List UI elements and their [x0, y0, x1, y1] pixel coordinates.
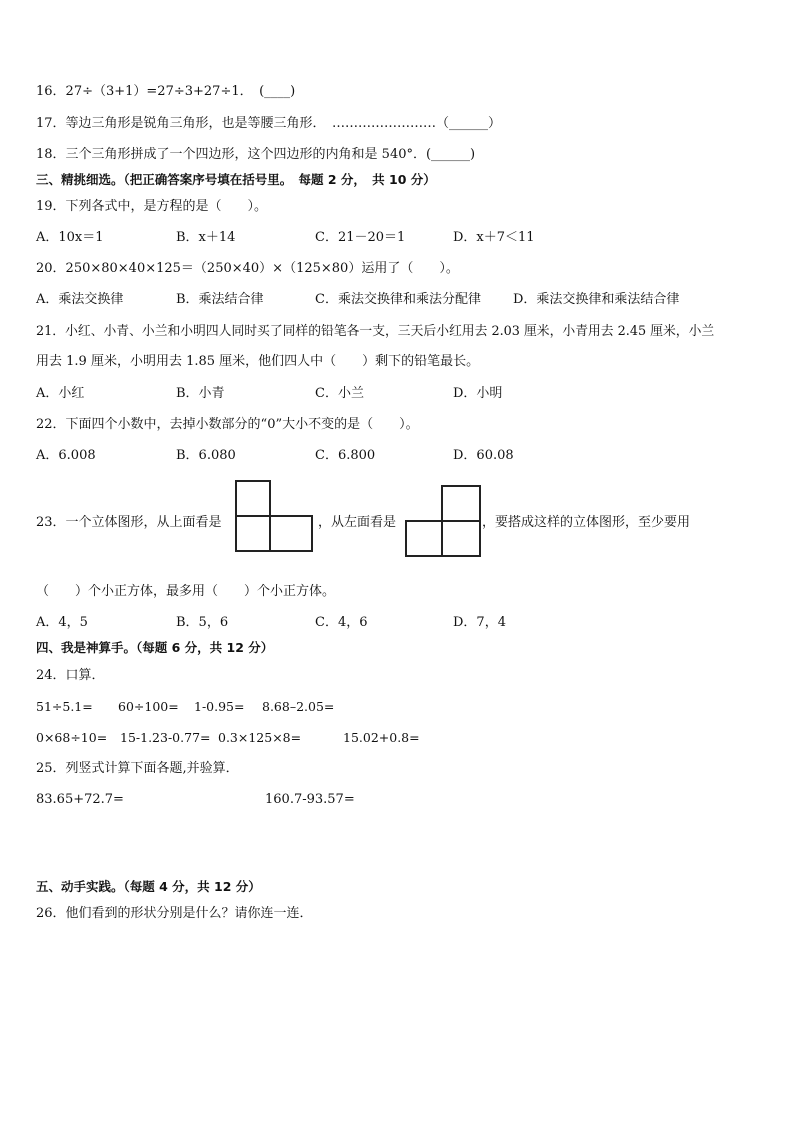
q22-option-a: A．6.008: [36, 448, 96, 463]
q24-item: 15.02+0.8=: [343, 730, 420, 745]
left-view-cell: [405, 520, 443, 557]
q21-option-c: C．小兰: [315, 386, 364, 401]
q21-option-a: A．小红: [36, 386, 85, 401]
q19-option-b: B．x＋14: [176, 230, 236, 245]
section-3-heading: 三、精挑细选。（把正确答案序号填在括号里。 每题 2 分， 共 10 分）: [36, 172, 436, 187]
q23-option-d: D．7，4: [453, 615, 506, 630]
question-22-stem: 22．下面四个小数中，去掉小数部分的“0”大小不变的是（ ）。: [36, 417, 419, 432]
q25-item-2: 160.7-93.57=: [265, 792, 355, 807]
question-24-stem: 24．口算．: [36, 668, 105, 683]
q23-option-c: C．4，6: [315, 615, 368, 630]
q21-option-d: D．小明: [453, 386, 503, 401]
question-19-stem: 19．下列各式中，是方程的是（ ）。: [36, 199, 268, 214]
top-view-cell: [235, 480, 271, 517]
section-4-heading: 四、我是神算手。（每题 6 分，共 12 分）: [36, 640, 274, 655]
q25-item-1: 83.65+72.7=: [36, 792, 124, 807]
q19-option-d: D．x＋7＜11: [453, 230, 535, 245]
q24-item: 1-0.95=: [194, 699, 245, 714]
question-21-stem-line2: 用去 1.9 厘米，小明用去 1.85 厘米，他们四人中（ ）剩下的铅笔最长。: [36, 354, 480, 369]
q21-option-b: B．小青: [176, 386, 225, 401]
q24-item: 8.68–2.05=: [262, 699, 335, 714]
question-18: 18．三个三角形拼成了一个四边形，这个四边形的内角和是 540°．(______): [36, 147, 476, 162]
question-23-line2: （ ）个小正方体，最多用（ ）个小正方体。: [36, 584, 336, 599]
section-5-heading: 五、动手实践。（每题 4 分，共 12 分）: [36, 879, 261, 894]
q23-option-a: A．4，5: [36, 615, 88, 630]
q24-item: 60÷100=: [118, 699, 179, 714]
q24-item: 51÷5.1=: [36, 699, 93, 714]
question-26: 26．他们看到的形状分别是什么？请你连一连．: [36, 906, 313, 921]
q24-item: 0×68÷10=: [36, 730, 108, 745]
left-view-cell: [441, 520, 481, 557]
question-23-part2: ，从左面看是: [318, 515, 397, 530]
top-view-cell: [235, 515, 271, 552]
question-17: 17．等边三角形是锐角三角形，也是等腰三角形． ……………………（______）: [36, 116, 502, 131]
question-23-part3: ，要搭成这样的立体图形，至少要用: [482, 515, 691, 530]
question-23-part1: 23．一个立体图形，从上面看是: [36, 515, 222, 530]
q19-option-a: A．10x＝1: [36, 230, 104, 245]
q19-option-c: C．21－20＝1: [315, 230, 406, 245]
question-16: 16．27÷（3+1）=27÷3+27÷1． (____): [36, 84, 296, 99]
question-20-stem: 20．250×80×40×125＝（250×40）×（125×80）运用了（ ）。: [36, 261, 459, 276]
q24-item: 15-1.23-0.77=: [120, 730, 211, 745]
q20-option-a: A．乘法交换律: [36, 292, 124, 307]
question-21-stem-line1: 21．小红、小青、小兰和小明四人同时买了同样的铅笔各一支，三天后小红用去 2.03 厘米，小青用去 2.45 厘米，小兰: [36, 324, 715, 339]
top-view-cell: [269, 515, 313, 552]
q22-option-c: C．6.800: [315, 448, 376, 463]
q22-option-b: B．6.080: [176, 448, 236, 463]
q20-option-d: D．乘法交换律和乘法结合律: [513, 292, 680, 307]
q20-option-c: C．乘法交换律和乘法分配律: [315, 292, 481, 307]
q23-option-b: B．5，6: [176, 615, 229, 630]
q20-option-b: B．乘法结合律: [176, 292, 264, 307]
q22-option-d: D．60.08: [453, 448, 514, 463]
question-25-stem: 25．列竖式计算下面各题,并验算．: [36, 761, 239, 776]
q24-item: 0.3×125×8=: [218, 730, 302, 745]
left-view-cell: [441, 485, 481, 522]
